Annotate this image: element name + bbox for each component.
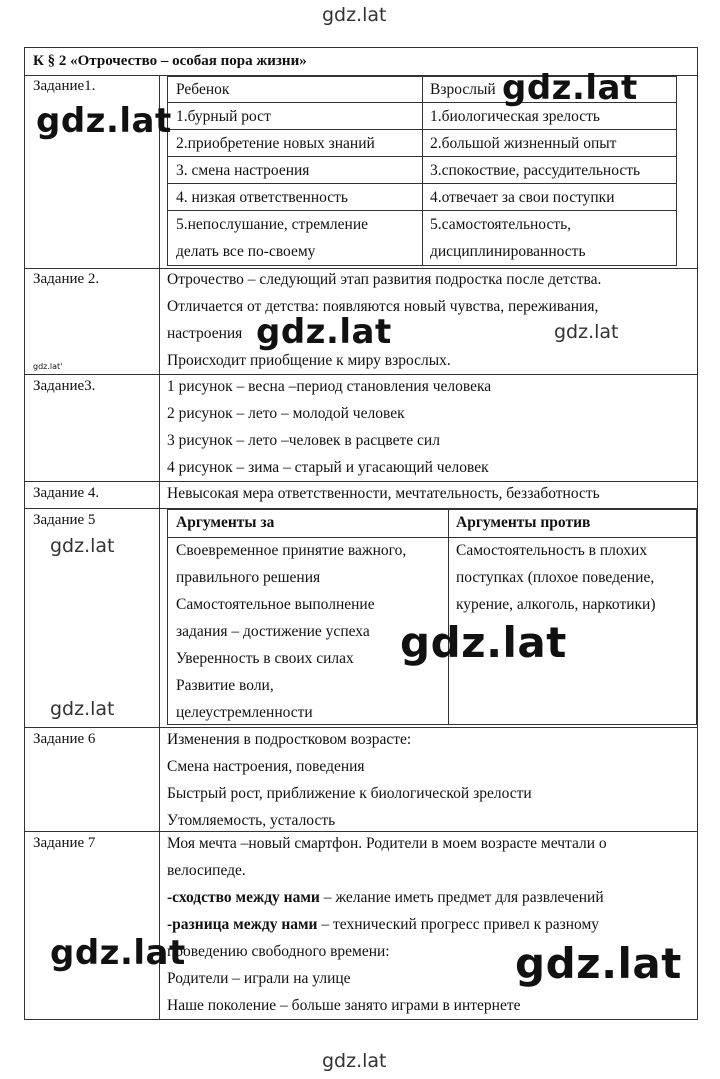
task5-label: Задание 5 — [33, 512, 96, 528]
task6-line: Быстрый рост, приближение к биологической зрелости — [167, 785, 532, 802]
task7-line: велосипеде. — [167, 862, 246, 879]
similarity-text: – желание иметь предмет для развлечений — [319, 889, 604, 906]
task3-line: 4 рисунок – зима – старый и угасающий человек — [167, 459, 489, 476]
task1-cell: делать все по-своему — [176, 243, 316, 260]
watermark-overlay: gdz.lat — [502, 68, 638, 108]
watermark-overlay: gdz.lat — [50, 535, 115, 557]
watermark-overlay: gdz.lat — [50, 698, 115, 720]
task5-con-line: курение, алкоголь, наркотики) — [456, 596, 656, 613]
task6-line: Изменения в подростковом возрасте: — [167, 731, 412, 748]
column-divider — [159, 75, 160, 1020]
task5-con-line: Самостоятельность в плохих — [456, 542, 648, 559]
row-divider — [25, 481, 697, 482]
task7-line: Наше поколение – больше занято играми в интернете — [167, 997, 521, 1014]
task6-line: Смена настроения, поведения — [167, 758, 365, 775]
task1-header-adult: Взрослый — [430, 81, 496, 98]
row-divider — [25, 831, 697, 832]
task1-cell: 1.биологическая зрелость — [430, 108, 600, 125]
task5-header-con: Аргументы против — [456, 514, 591, 531]
task5-pro-line: Развитие воли, — [176, 677, 274, 694]
task5-con-line: поступках (плохое поведение, — [456, 569, 655, 586]
watermark-overlay: gdz.lat — [400, 618, 567, 667]
watermark-overlay: gdz.lat — [36, 101, 172, 141]
task5-pro-line: правильного решения — [176, 569, 321, 586]
task5-pro-line: Самостоятельное выполнение — [176, 596, 375, 613]
task4-label: Задание 4. — [33, 485, 100, 501]
task5-table — [167, 509, 697, 725]
homework-sheet — [24, 47, 698, 1020]
task7-label: Задание 7 — [33, 835, 96, 851]
row-divider — [25, 374, 697, 375]
watermark-overlay: gdz.lat — [515, 939, 682, 988]
task5-pro-line: целеустремленности — [176, 704, 313, 721]
task1-cell: дисциплинированность — [430, 243, 586, 260]
watermark-bottom: gdz.lat — [322, 1050, 387, 1072]
difference-text: – технический прогресс привел к разному — [317, 916, 600, 933]
task5-pro-line: Уверенность в своих силах — [176, 650, 354, 667]
watermark-overlay: gdz.lat — [256, 312, 392, 352]
task3-line: 3 рисунок – лето –человек в расцвете сил — [167, 432, 440, 449]
task5-pro-line: Своевременное принятие важного, — [176, 542, 407, 559]
task7-difference — [167, 916, 599, 934]
task5-pro-line: задания – достижение успеха — [176, 623, 370, 640]
task7-line: проведению свободного времени: — [167, 943, 390, 960]
task3-label: Задание3. — [33, 378, 96, 394]
watermark-tiny: gdz.lat' — [33, 362, 63, 371]
task1-cell: 2.приобретение новых знаний — [176, 135, 375, 152]
difference-heading: -разница между нами — [167, 916, 318, 933]
page-title: К § 2 «Отрочество – особая пора жизни» — [33, 53, 307, 69]
task1-cell: 5.непослушание, стремление — [176, 216, 368, 233]
task2-label: Задание 2. — [33, 271, 100, 287]
task7-similarity — [167, 889, 604, 907]
task1-cell: 4.отвечает за свои поступки — [430, 189, 615, 206]
task1-cell: 4. низкая ответственность — [176, 189, 348, 206]
watermark-overlay: gdz.lat — [50, 933, 186, 973]
task1-cell: 3. смена настроения — [176, 162, 310, 179]
task2-line: Отрочество – следующий этап развития подростка после детства. — [167, 271, 602, 288]
task3-line: 1 рисунок – весна –период становления человека — [167, 378, 492, 395]
task1-header-child: Ребенок — [176, 81, 230, 98]
task2-line: Происходит приобщение к миру взрослых. — [167, 352, 451, 369]
task2-line: настроения — [167, 325, 243, 342]
row-divider — [25, 727, 697, 728]
task1-cell: 5.самостоятельность, — [430, 216, 572, 233]
task6-label: Задание 6 — [33, 731, 96, 747]
task7-line: Моя мечта –новый смартфон. Родители в моем возрасте мечтали о — [167, 835, 607, 852]
task4-text: Невысокая мера ответственности, мечтательность, беззаботность — [167, 485, 600, 502]
row-divider — [25, 268, 697, 269]
task1-label: Задание1. — [33, 78, 96, 94]
task7-line: Родители – играли на улице — [167, 970, 351, 987]
task6-line: Утомляемость, усталость — [167, 812, 336, 829]
task5-header-pro: Аргументы за — [176, 514, 275, 531]
similarity-heading: -сходство между нами — [167, 889, 320, 906]
watermark-overlay: gdz.lat — [554, 321, 619, 343]
task1-cell: 2.большой жизненный опыт — [430, 135, 617, 152]
task2-line: Отличается от детства: появляются новый чувства, переживания, — [167, 298, 599, 315]
task1-cell: 3.спокоствие, рассудительность — [430, 162, 641, 179]
task3-line: 2 рисунок – лето – молодой человек — [167, 405, 405, 422]
watermark-top: gdz.lat — [322, 4, 387, 26]
task1-cell: 1.бурный рост — [176, 108, 271, 125]
